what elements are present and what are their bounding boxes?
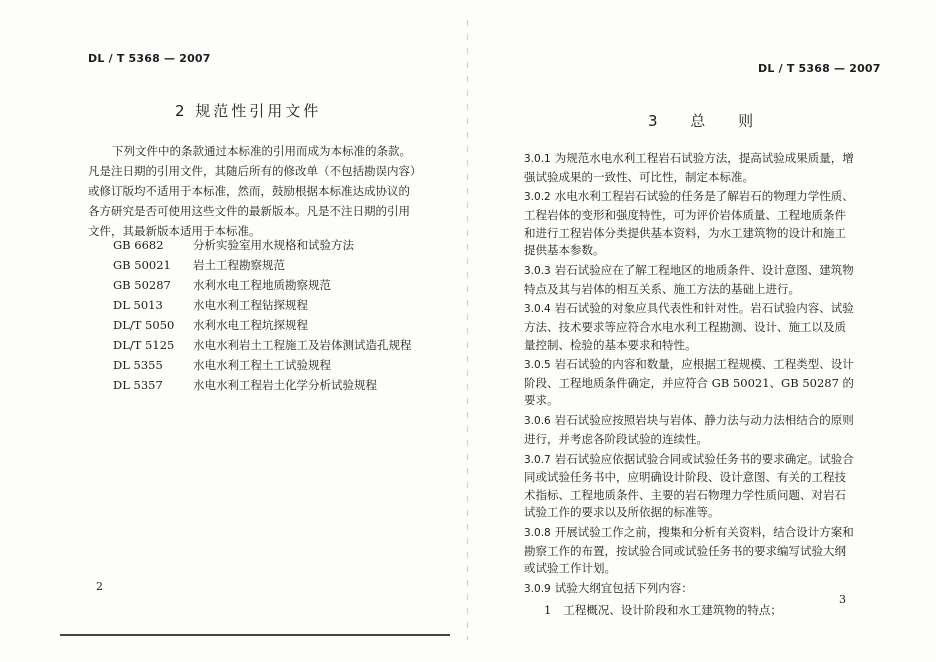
- clause-item: [524, 262, 856, 298]
- reference-title: 水电水利工程岩土化学分析试验规程: [193, 378, 377, 392]
- clause-text: 岩石试验应按照岩块与岩体、静力法与动力法相结合的原则进行，并考虑各阶段试验的连续性。: [524, 413, 854, 446]
- clause-text: 为规范水电水利工程岩石试验方法，提高试验成果质量，增强试验成果的一致性、可比性，制定本标准。: [524, 151, 854, 184]
- clause-number: 3.0.7: [524, 453, 551, 466]
- clause-text: 岩石试验的内容和数量，应根据工程规模、工程类型、设计阶段、工程地质条件确定，并应符合 GB 50021、GB 50287 的要求。: [524, 357, 855, 408]
- reference-title: 水电水利工程钻探规程: [193, 298, 308, 312]
- clause-item: [524, 412, 856, 448]
- intro-paragraph: 下列文件中的条款通过本标准的引用而成为本标准的条款。凡是注日期的引用文件，其随后所有的修改单（不包括勘误内容）或修订版均不适用于本标准，然而，鼓励根据本标准达成协议的各方研究是否可使用这些文件的最新版本。凡是不注日期的引用文件，其最新版本适用于本标准。: [88, 144, 416, 238]
- clause-item: [524, 356, 856, 410]
- reference-item: [113, 375, 412, 395]
- sub-item-number: 1: [544, 602, 552, 617]
- reference-item: [113, 335, 412, 355]
- reference-item: [113, 355, 412, 375]
- reference-title: 水利水电工程地质勘察规范: [193, 278, 331, 292]
- clause-text: 岩石试验的对象应具代表性和针对性。岩石试验内容、试验方法、技术要求等应符合水电水利工程勘测、设计、施工以及质量控制、检验的基本要求和特性。: [524, 301, 854, 352]
- clause-text: 岩石试验应在了解工程地区的地质条件、设计意图、建筑物特点及其与岩体的相互关系、施工方法的基础上进行。: [524, 262, 854, 296]
- clause-item: [524, 524, 856, 578]
- sub-item-text: 工程概况、设计阶段和水工建筑物的特点；: [563, 602, 782, 617]
- reference-code: DL 5013: [113, 298, 163, 312]
- clause-text: 水电水利工程岩石试验的任务是了解岩石的物理力学性质、工程岩体的变形和强度特性，可为评价岩体质量、工程地质条件和进行工程岩体分类提供基本资料，为水工建筑物的设计和施工提供基本参数。: [524, 189, 854, 258]
- clause-number: 3.0.5: [524, 359, 551, 372]
- reference-title: 水电水利工程土工试验规程: [193, 358, 331, 372]
- clause-number: 3.0.1: [524, 153, 551, 165]
- reference-code: GB 50287: [113, 278, 171, 292]
- right-page-number: 3: [839, 593, 846, 606]
- clause-number: 3.0.6: [524, 415, 551, 428]
- reference-title: 岩土工程勘察规范: [193, 258, 285, 272]
- left-page-header: DL / T 5368 — 2007: [88, 52, 211, 65]
- reference-item: [113, 235, 412, 255]
- clause-number: 3.0.4: [524, 303, 551, 316]
- clause-item: [524, 580, 856, 599]
- reference-code: DL 5357: [113, 378, 163, 392]
- reference-list: [113, 235, 412, 395]
- reference-code: DL/T 5125: [113, 338, 175, 352]
- clause-number: 3.0.3: [524, 264, 551, 277]
- clause-text: 开展试验工作之前，搜集和分析有关资料，结合设计方案和勘察工作的布置，按试验合同或试验任务书的要求编写试验大纲或试验工作计划。: [524, 525, 854, 576]
- reference-item: [113, 255, 412, 275]
- clause-number: 3.0.2: [524, 191, 551, 204]
- reference-code: DL 5355: [113, 358, 163, 372]
- reference-title: 水利水电工程坑探规程: [193, 318, 308, 332]
- reference-title: 水电水利岩土工程施工及岩体测试造孔规程: [193, 338, 412, 352]
- clause-list: [524, 150, 856, 619]
- left-page-number: 2: [96, 580, 103, 593]
- reference-title: 分析实验室用水规格和试验方法: [193, 238, 354, 252]
- clause-item: [524, 150, 856, 186]
- clause-number: 3.0.8: [524, 527, 551, 540]
- reference-code: DL/T 5050: [113, 318, 175, 332]
- right-page: [468, 0, 936, 662]
- right-page-header: DL / T 5368 — 2007: [758, 62, 881, 75]
- clause-number: 3.0.9: [524, 583, 551, 596]
- sub-item: [524, 601, 856, 619]
- clause-item: [524, 300, 856, 354]
- reference-item: [113, 295, 412, 315]
- reference-item: [113, 275, 412, 295]
- clause-item: [524, 188, 856, 259]
- right-section-title: 3 总 则: [648, 112, 768, 130]
- clause-item: [524, 451, 856, 522]
- left-section-title: 2 规范性引用文件: [175, 102, 322, 120]
- reference-code: GB 6682: [113, 238, 164, 252]
- clause-text: 试验大纲宜包括下列内容：: [554, 581, 693, 596]
- reference-item: [113, 315, 412, 335]
- reference-code: GB 50021: [113, 258, 171, 272]
- clause-text: 岩石试验应依据试验合同或试验任务书的要求确定。试验合同或试验任务书中，应明确设计阶段、设计意图、有关的工程技术指标、工程地质条件、主要的岩石物理力学性质问题、对岩石试验工作的要求以及所依据的标准等。: [524, 451, 854, 520]
